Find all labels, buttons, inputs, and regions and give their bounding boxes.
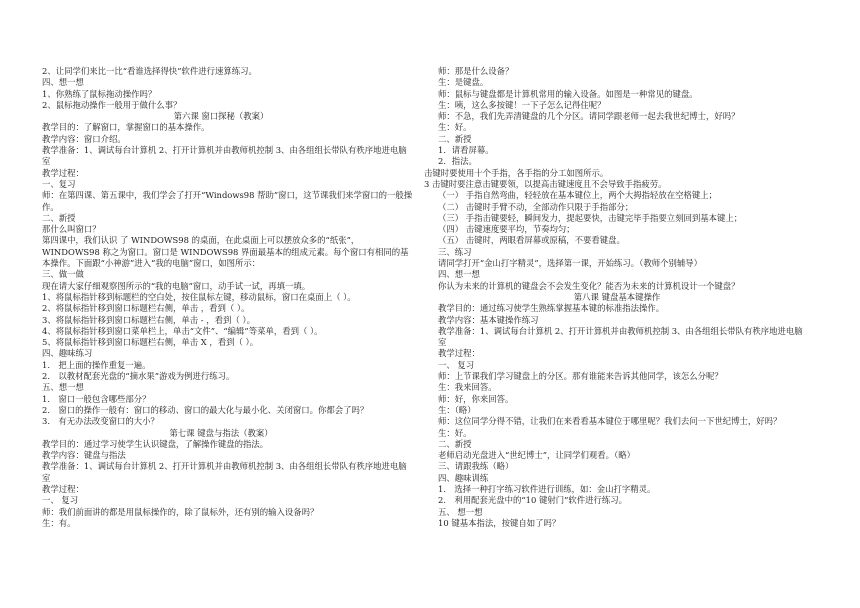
text-line: 1．请看屏幕。 xyxy=(438,145,494,156)
text-line: 五、 想一想 xyxy=(438,506,483,517)
text-line: 3、将鼠标指针移到窗口标题栏右侧，单击 - ，看到（ ）。 xyxy=(42,314,255,325)
text-line: 教学准备：1、调试每台计算机 2、打开计算机并由教师机控制 3、由各组组长带队有秩序地进电脑室 xyxy=(438,325,803,348)
text-line: 生：有。 xyxy=(42,517,76,528)
text-line: 教学目的：了解窗口，掌握窗口的基本操作。 xyxy=(42,122,210,133)
text-line: 4、将鼠标指针移到窗口菜单栏上，单击“文件”、“编辑”等菜单，看到（ ）。 xyxy=(42,325,323,336)
text-line: 教学准备：1、调试每台计算机 2、打开计算机并由教师机控制 3、由各组组长带队有秩序地进电脑室 xyxy=(42,145,407,167)
text-line: 1． 选择一种打字练习软件进行训练，如：金山打字精灵。 xyxy=(438,483,656,494)
text-line: （一） 手指自然弯曲，轻轻放在基本键位上，两个大拇指轻放在空格键上； xyxy=(438,190,718,201)
text-line: 那什么叫窗口？ xyxy=(42,224,101,235)
text-line: 生：好。 xyxy=(438,427,472,438)
text-line: 师：在第四课、第五课中，我们学会了打开“Windows98 帮助”窗口，这节课我们来学窗口的一般操作。 xyxy=(42,190,413,212)
text-line: 3． 有无办法改变窗口的大小？ xyxy=(42,416,159,427)
text-line: 教学过程： xyxy=(438,348,480,359)
text-line: 2、鼠标拖动操作一般用于做什么事？ xyxy=(42,99,182,110)
text-line: 击键时要使用十个手指，各手指的分工如图所示。 xyxy=(424,167,609,178)
text-line: 师：好，你来回答。 xyxy=(438,393,514,404)
text-line: （二） 击键时手臂不动，全部动作只限于手指部分； xyxy=(438,201,634,212)
text-line: 教学准备：1、调试每台计算机 2、打开计算机并由教师机控制 3、由各组组长带队有秩序地进电脑室 xyxy=(42,461,407,483)
text-line: 教学目的：通过学习使学生认识键盘，了解操作键盘的指法。 xyxy=(42,438,269,449)
text-line: 教学目的：通过练习使学生熟练掌握基本键的标准指法操作。 xyxy=(438,303,665,314)
text-line: 2．指法。 xyxy=(438,156,477,167)
text-line: 师：上节课我们学习键盘上的分区。那有谁能来告诉其他同学，该怎么分呢？ xyxy=(438,371,723,382)
text-line: 2、将鼠标指针移到窗口标题栏右侧，单击 ，看到（ ）。 xyxy=(42,303,250,314)
text-line: 师：这位同学分得不错，让我们在来看看基本键位于哪里呢？我们去问一下世纪博士，好吗？ xyxy=(438,416,782,427)
text-line: 师：我们前面讲的都是用鼠标操作的，除了鼠标外，还有别的输入设备吗？ xyxy=(42,506,319,517)
text-line: 教学内容：基本键操作练习 xyxy=(438,314,539,325)
text-line: 你认为未来的计算机的键盘会不会发生变化？能否为未来的计算机设计一个键盘？ xyxy=(438,280,740,291)
text-line: 生：是键盘。 xyxy=(438,77,489,88)
text-line: 四、趣味训练 xyxy=(438,472,489,483)
text-line: 现在请大家仔细观察图所示的“我的电脑”窗口，动手试一试，再填一填。 xyxy=(42,280,311,291)
right-column xyxy=(424,66,810,529)
text-line: 五、想一想 xyxy=(42,382,84,393)
text-line: 教学过程： xyxy=(42,167,84,178)
text-line: 教学过程： xyxy=(42,483,84,494)
text-line: 三、做一做 xyxy=(42,269,84,280)
text-line: 2． 窗口的操作一般有：窗口的移动、窗口的最大化与最小化、关闭窗口。你都会了吗？ xyxy=(42,404,369,415)
lesson-title: 第六课 窗口探秘（教案） xyxy=(173,111,269,122)
text-line: 二、新授 xyxy=(42,212,76,223)
text-line: （四） 击键速度要平均，节奏均匀； xyxy=(438,224,575,235)
text-line: 10 键基本指法，按键自如了吗？ xyxy=(438,517,561,528)
text-line: 一、 复习 xyxy=(42,495,79,506)
text-line: 老师启动光盘进入“世纪博士”，让同学们观看。（略） xyxy=(438,450,635,461)
text-line: 3 击键时要注意击键要领，以提高击键速度且不会导致手指疲劳。 xyxy=(424,178,667,189)
text-line: 1、将鼠标指针移到标题栏的空白处，按住鼠标左键，移动鼠标，窗口在桌面上（ ）。 xyxy=(42,291,356,302)
text-line: 一、 复习 xyxy=(438,359,475,370)
left-column xyxy=(28,66,414,529)
text-line: 四、想一想 xyxy=(438,269,480,280)
text-line: 第四课中，我们认识 了 WINDOWS98 的桌面，在此桌面上可以摆放众多的“纸张”，WINDOWS98 称之为窗口。窗口是 WINDOWS98 界面最基本的组成元素。每个窗口有相同的基本操作。下面跟“小神游”进入“我的电脑”窗口，如图所示： xyxy=(42,235,409,269)
text-line: 2． 利用配套光盘中的“10 键射门”软件进行练习。 xyxy=(438,495,627,506)
text-line: 2． 以教材配套光盘的“摘水果”游戏为例进行练习。 xyxy=(42,371,235,382)
text-line: 2、让同学们来比一比“看谁选择得快”软件进行速算练习。 xyxy=(42,66,257,76)
text-line: 1、你熟练了鼠标拖动操作吗？ xyxy=(42,88,157,99)
text-line: 生：咦，这么多按键！一下子怎么记得住呢？ xyxy=(438,99,606,110)
text-line: 生：我来回答。 xyxy=(438,382,497,393)
text-line: 师：那是什么设备？ xyxy=(438,66,514,76)
text-line: 师：不急，我们先弄清键盘的几个分区。请同学跟老师一起去我世纪博士，好吗？ xyxy=(438,111,740,122)
text-line: 教学内容：键盘与指法 xyxy=(42,450,126,461)
text-line: 二、新授 xyxy=(438,133,472,144)
text-line: 5、将鼠标指针移到窗口标题栏右侧，单击 X ，看到（ ）。 xyxy=(42,337,259,348)
text-line: 请同学打开“金山打字精灵”，选择第一课，开始练习。（教师个别辅导） xyxy=(438,258,702,269)
lesson-title: 第七课 键盘与指法（教案） xyxy=(169,427,273,438)
text-line: （五） 击键时，两眼看屏幕或原稿，不要看键盘。 xyxy=(438,235,625,246)
lesson-title: 第八课 键盘基本键操作 xyxy=(573,291,661,302)
text-line: 教学内容：窗口介绍。 xyxy=(42,133,126,144)
text-line: 三、请跟我练（略） xyxy=(438,461,514,472)
text-line: 四、趣味练习 xyxy=(42,348,93,359)
text-line: 1． 把上面的操作重复一遍。 xyxy=(42,359,151,370)
text-line: 二、新授 xyxy=(438,438,472,449)
text-line: 三、练习 xyxy=(438,246,472,257)
text-line: 四、想一想 xyxy=(42,77,84,88)
text-line: 师：鼠标与键盘都是计算机常用的输入设备。如图是一种常见的键盘。 xyxy=(438,88,698,99)
text-line: 1． 窗口一般包含哪些部分？ xyxy=(42,393,151,404)
text-line: 一、复习 xyxy=(42,178,76,189)
text-line: 生：好。 xyxy=(438,122,472,133)
text-line: 生：（略） xyxy=(438,404,476,415)
text-line: （三） 手指击键要轻，瞬间发力，提起要快，击键完毕手指要立刻回到基本键上； xyxy=(438,212,743,223)
